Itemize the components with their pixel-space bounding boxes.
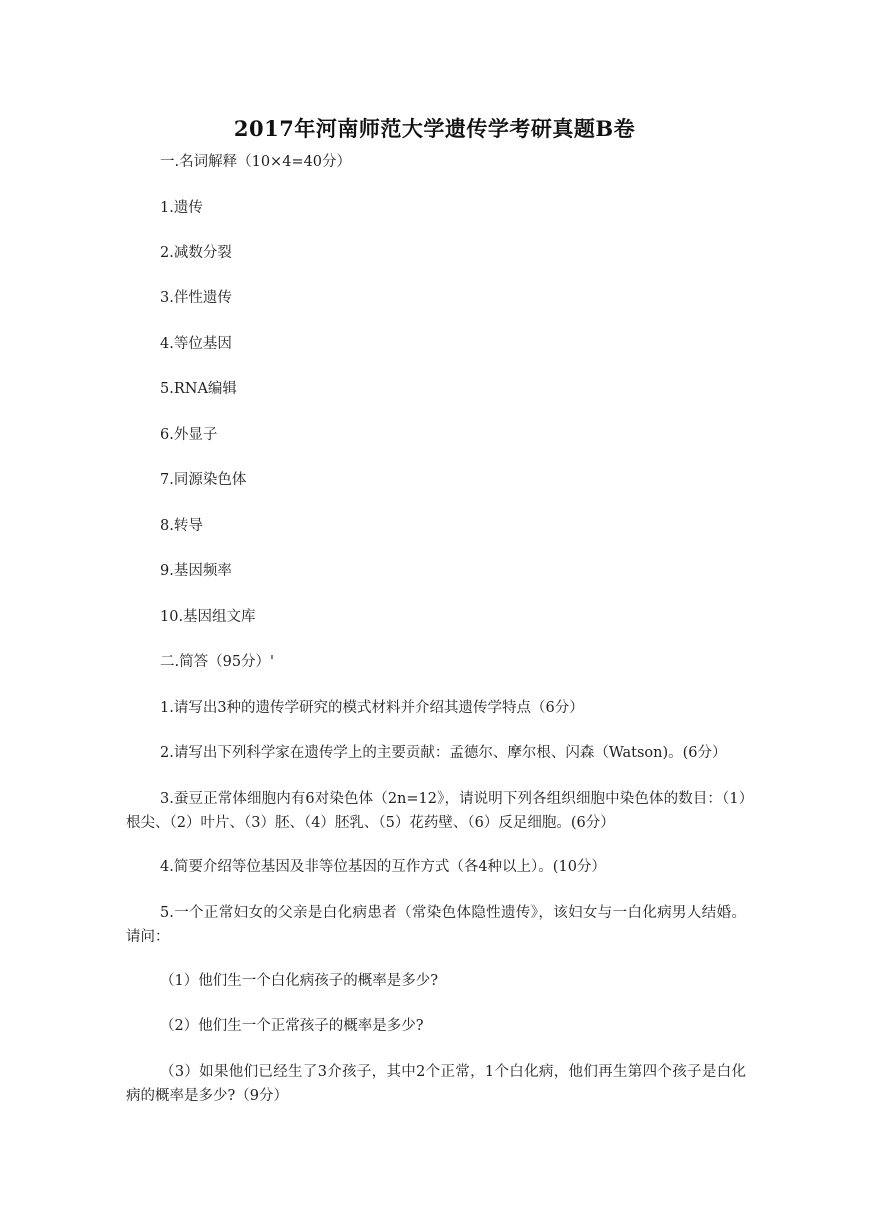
term-item: 3.伴性遗传 bbox=[160, 290, 232, 306]
term-item: 10.基因组文库 bbox=[160, 609, 256, 625]
term-item: 8.转导 bbox=[160, 518, 203, 534]
question-5: 5.一个正常妇女的父亲是白化病患者（常染色体隐性遗传》，该妇女与一白化病男人结婚。请问： bbox=[126, 905, 746, 945]
question-1: 1.请写出3种的遗传学研究的模式材料并介绍其遗传学特点（6分） bbox=[160, 700, 584, 716]
question-5-sub-1: （1）他们生一个白化病孩子的概率是多少? bbox=[160, 973, 438, 989]
term-item: 4.等位基因 bbox=[160, 336, 232, 352]
term-item: 9.基因频率 bbox=[160, 563, 232, 579]
section1-heading: 一.名词解释（10×4=40分） bbox=[160, 154, 352, 170]
document-title: 2017年河南师范大学遗传学考研真题B卷 bbox=[233, 116, 636, 141]
term-item: 5.RNA编辑 bbox=[160, 381, 237, 397]
term-item: 2.减数分裂 bbox=[160, 245, 232, 261]
section2-heading: 二.简答（95分）' bbox=[160, 654, 275, 670]
term-item: 7.同源染色体 bbox=[160, 472, 247, 488]
question-4: 4.简要介绍等位基因及非等位基因的互作方式（各4种以上）。(10分） bbox=[160, 859, 606, 875]
term-item: 6.外显子 bbox=[160, 427, 218, 443]
question-5-sub-2: （2）他们生一个正常孩子的概率是多少? bbox=[160, 1018, 424, 1034]
question-5-sub-3: （3）如果他们已经生了3介孩子，其中2个正常，1个白化病，他们再生第四个孩子是白化病的概率是多少?（9分） bbox=[126, 1064, 746, 1104]
question-3: 3.蚕豆正常体细胞内有6对染色体（2n=12》，请说明下列各组织细胞中染色体的数目：（1）根尖、（2）叶片、（3）胚、（4）胚乳、（5）花药壁、（6）反足细胞。(6分） bbox=[126, 791, 746, 831]
question-2: 2.请写出下列科学家在遗传学上的主要贡献：孟德尔、摩尔根、闪森（Watson)。(6分） bbox=[160, 745, 727, 761]
term-item: 1.遗传 bbox=[160, 200, 203, 216]
